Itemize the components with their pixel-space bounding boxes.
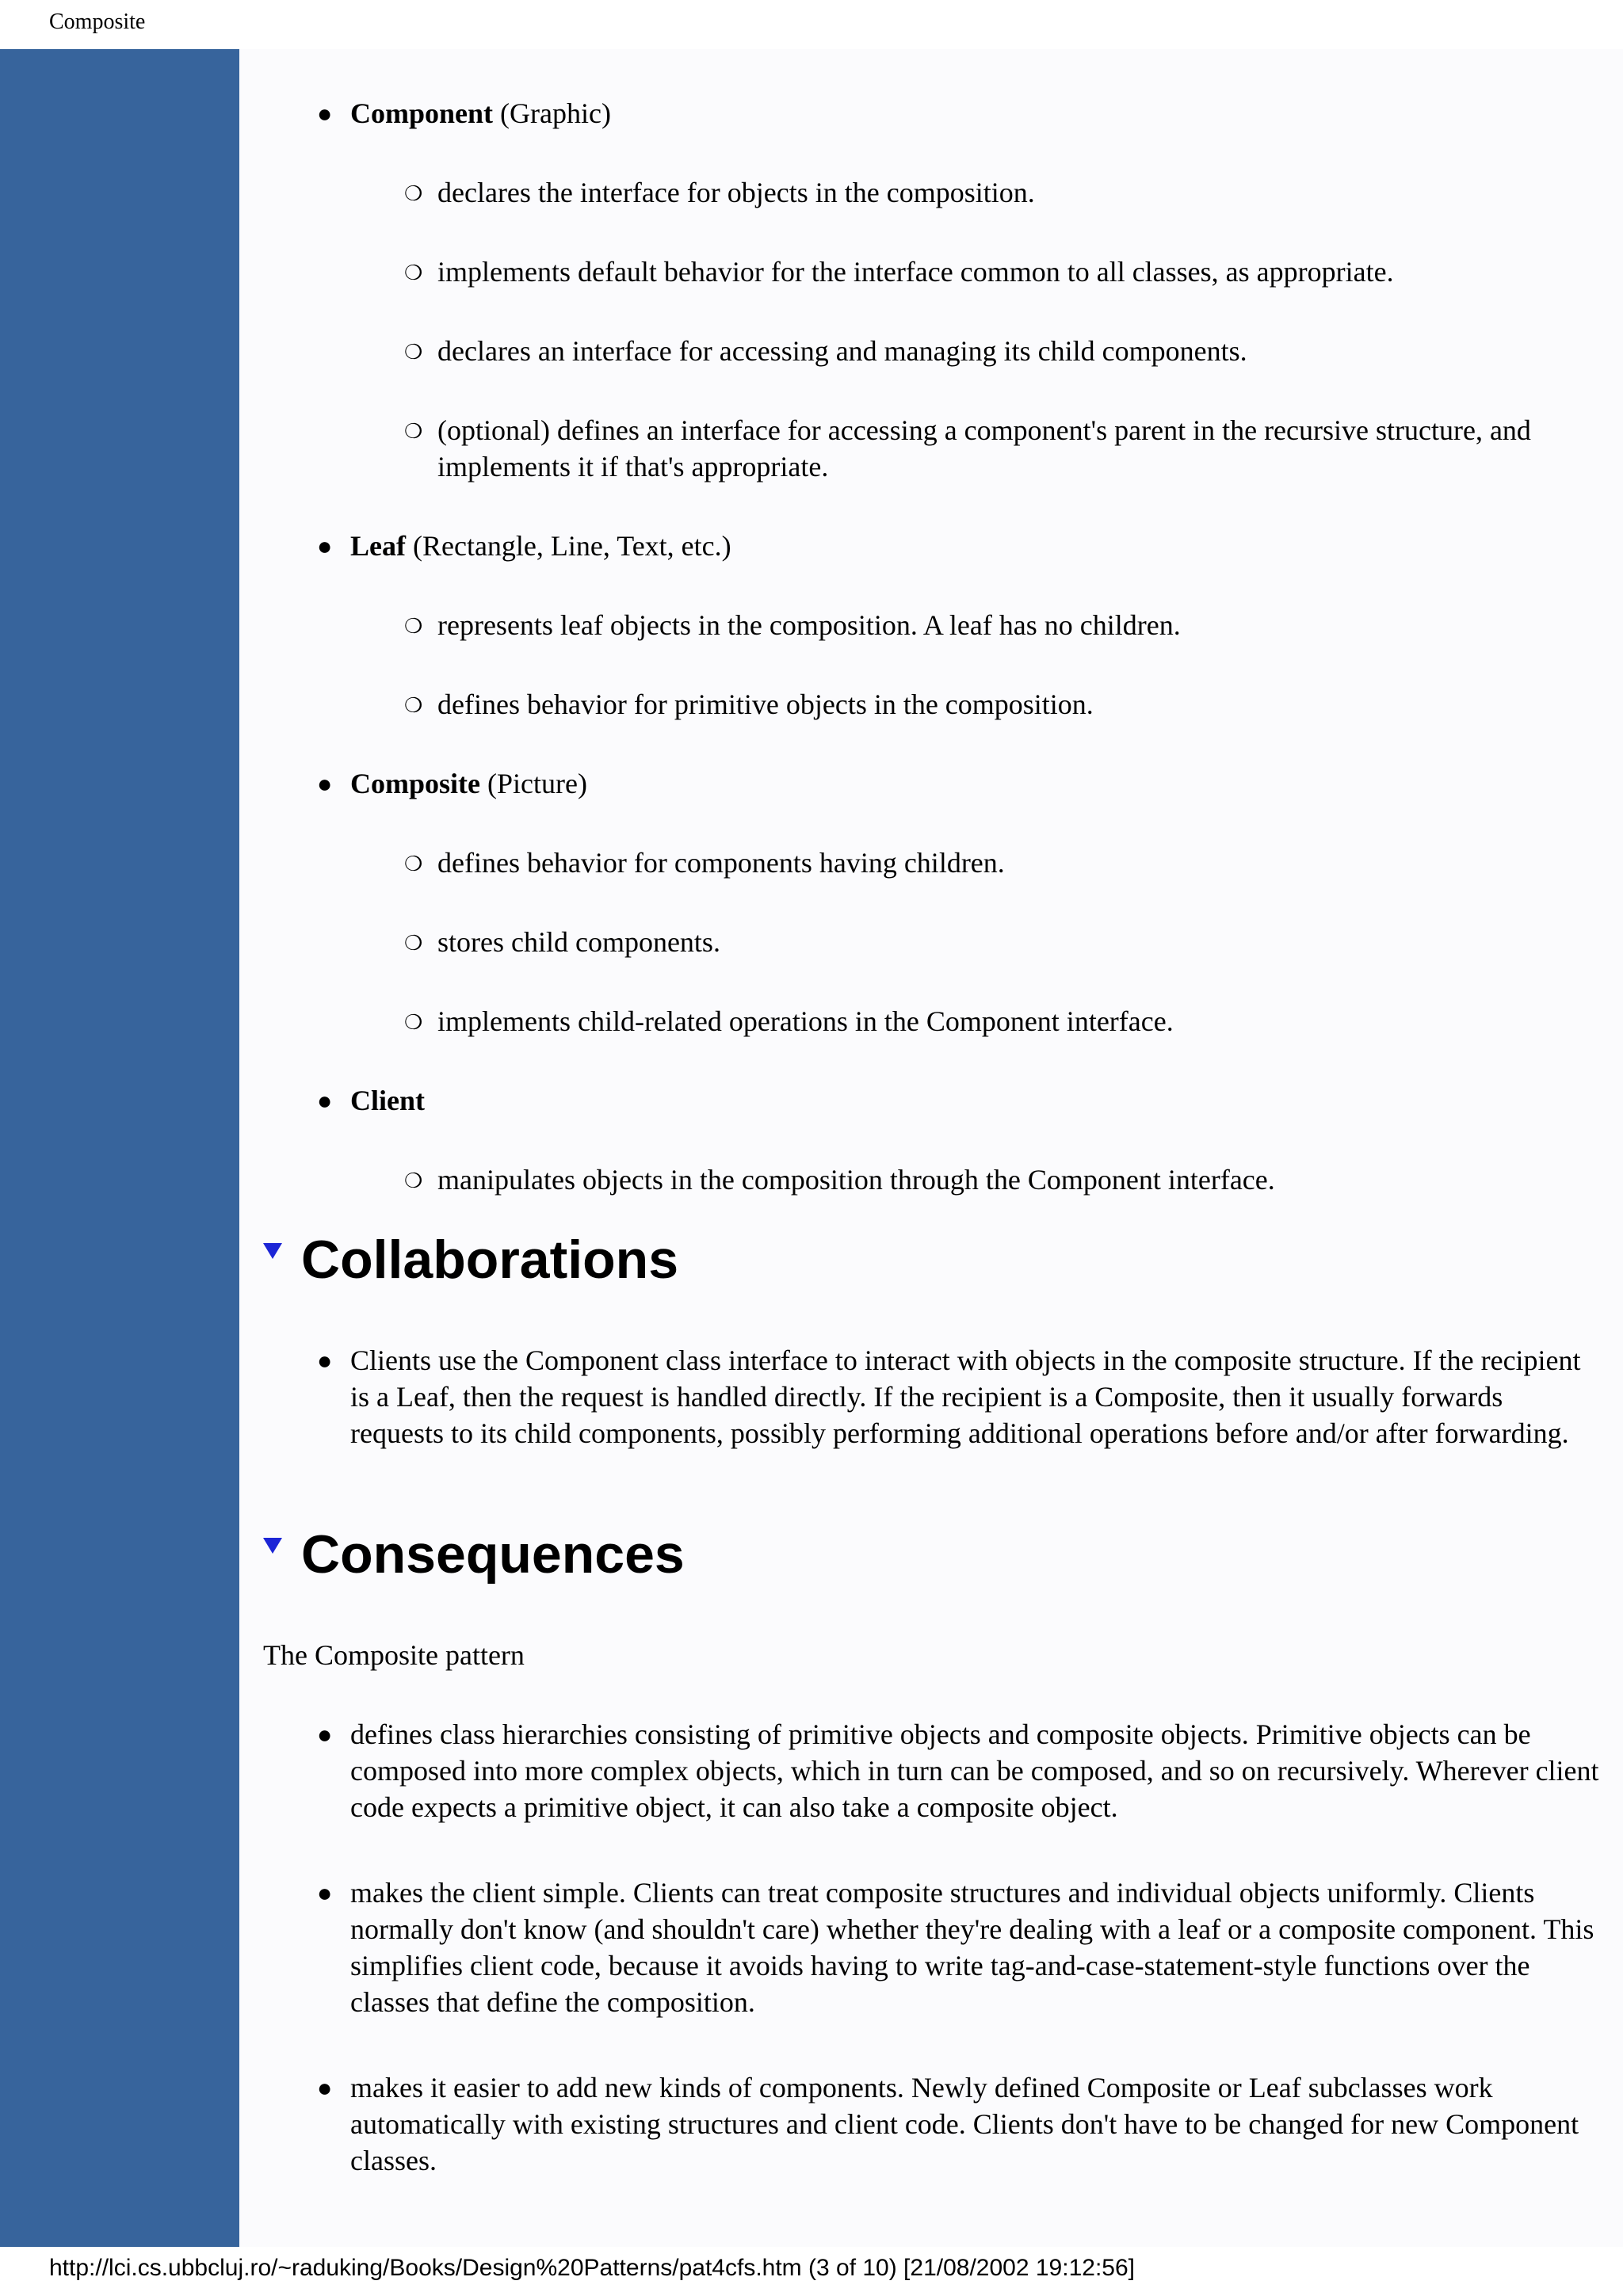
participant-item [317,528,1602,564]
sub-item-text: implements child-related operations in the Component interface. [437,1005,1174,1037]
bullet-icon: ● [317,769,333,798]
sub-list-item [404,254,1587,290]
circle-bullet-icon: ❍ [404,932,423,955]
participant-term: Composite [350,768,480,799]
sub-list-item [404,845,1587,881]
sub-list-item [404,333,1587,369]
page-footer-url: http://lci.cs.ubbcluj.ro/~raduking/Books/Design%20Patterns/pat4cfs.htm (3 of 10) [21/08/2002 19:12:56] [49,2255,1135,2281]
sub-list-item [404,607,1587,643]
participant-item [317,95,1602,132]
sub-item-text: (optional) defines an interface for accessing a component's parent in the recursive structure, and implements it if that's appropriate. [437,414,1531,482]
bullet-icon: ● [317,1878,333,1907]
main-content [239,49,1623,2247]
intro-paragraph: The Composite pattern [263,1639,525,1671]
list-item [317,1342,1602,1451]
circle-bullet-icon: ❍ [404,852,423,875]
section-heading-text: Consequences [301,1524,685,1585]
sidebar-band [0,49,239,2247]
participant-term: Leaf [350,530,406,562]
bullet-icon: ● [317,2073,333,2102]
bullet-icon: ● [317,1346,333,1375]
circle-bullet-icon: ❍ [404,420,423,443]
circle-bullet-icon: ❍ [404,694,423,717]
sub-item-text: represents leaf objects in the composition. A leaf has no children. [437,609,1181,641]
list-item [317,2069,1602,2179]
circle-bullet-icon: ❍ [404,261,423,284]
section-heading-collaborations [263,1228,678,1291]
sub-list-item [404,174,1587,211]
participant-item [317,1082,1602,1119]
bullet-icon: ● [317,532,333,560]
participant-desc: (Graphic) [493,97,611,129]
circle-bullet-icon: ❍ [404,1169,423,1192]
sub-item-text: implements default behavior for the interface common to all classes, as appropriate. [437,256,1394,288]
sub-item-text: declares the interface for objects in the composition. [437,177,1035,208]
section-heading-text: Collaborations [301,1230,679,1290]
bullet-icon: ● [317,1086,333,1115]
sub-list-item [404,1003,1587,1039]
sub-item-text: manipulates objects in the composition through the Component interface. [437,1164,1275,1196]
circle-bullet-icon: ❍ [404,615,423,638]
page-header: Composite [49,10,146,34]
sub-item-text: defines behavior for components having children. [437,847,1005,879]
participant-term: Client [350,1085,425,1116]
list-item-text: makes the client simple. Clients can treat composite structures and individual objects uniformly. Clients normally don't know (and shouldn't care) whether they're dealing with a leaf or a composite component. This simplifies client code, because it avoids having to write tag-and-case-statement-style functions over the classes that define the composition. [350,1877,1594,2018]
participant-desc: (Picture) [480,768,587,799]
triangle-down-icon [263,1243,282,1259]
sub-item-text: defines behavior for primitive objects in the composition. [437,688,1094,720]
circle-bullet-icon: ❍ [404,341,423,364]
participant-item [317,765,1602,802]
bullet-icon: ● [317,1720,333,1749]
sub-list-item [404,686,1587,723]
bullet-icon: ● [317,99,333,128]
circle-bullet-icon: ❍ [404,1011,423,1034]
list-item-text: Clients use the Component class interface to interact with objects in the composite structure. If the recipient is a Leaf, then the request is handled directly. If the recipient is a Composite, then it usually forwards requests to its child components, possibly performing additional operations before and/or after forwarding. [350,1344,1581,1449]
triangle-down-icon [263,1538,282,1554]
participant-term: Component [350,97,494,129]
list-item [317,1716,1602,1825]
list-item-text: makes it easier to add new kinds of components. Newly defined Composite or Leaf subclasses work automatically with existing structures and client code. Clients don't have to be changed for new Component classes. [350,2072,1579,2176]
sub-list-item [404,924,1587,960]
sub-item-text: stores child components. [437,926,720,958]
list-item [317,1875,1602,2020]
sub-list-item [404,1161,1587,1198]
sub-item-text: declares an interface for accessing and managing its child components. [437,335,1247,367]
list-item-text: defines class hierarchies consisting of primitive objects and composite objects. Primitive objects can be composed into more complex objects, which in turn can be composed, and so on recursively. Wherever client code expects a primitive object, it can also take a composite object. [350,1718,1599,1823]
sub-list-item [404,412,1587,485]
participant-desc: (Rectangle, Line, Text, etc.) [405,530,731,562]
section-heading-consequences [263,1523,685,1586]
circle-bullet-icon: ❍ [404,182,423,205]
